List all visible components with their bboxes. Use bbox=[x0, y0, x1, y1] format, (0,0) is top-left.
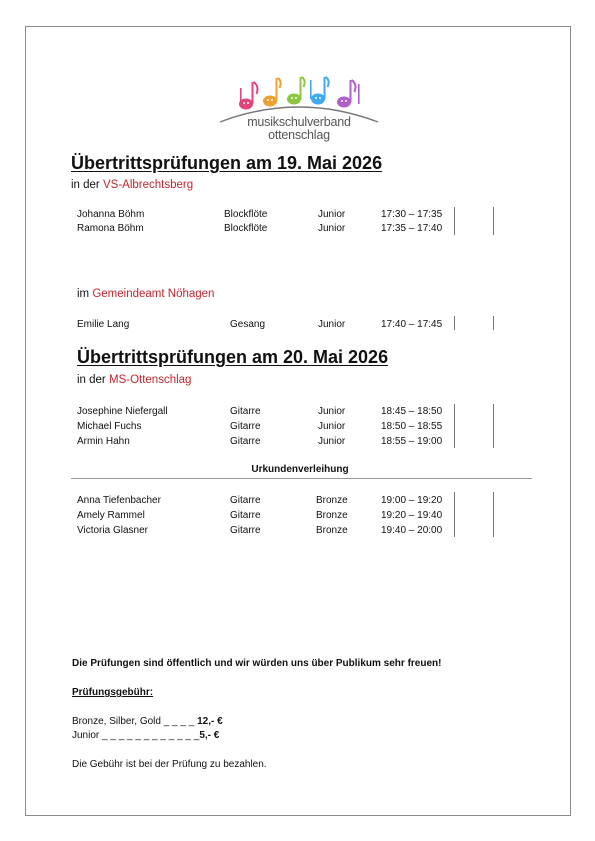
instrument: Gesang bbox=[230, 319, 266, 330]
time-slot: 19:00 – 19:20 bbox=[381, 495, 443, 506]
level: Junior bbox=[318, 421, 346, 432]
level: Junior bbox=[318, 406, 346, 417]
time-slot: 18:55 – 19:00 bbox=[381, 436, 443, 447]
instrument: Gitarre bbox=[230, 510, 261, 521]
time-slot: 17:30 – 17:35 bbox=[381, 209, 443, 220]
fee-junior-label: Junior _ _ _ _ _ _ _ _ _ _ _ _ bbox=[72, 730, 200, 741]
level: Bronze bbox=[316, 495, 348, 506]
student-name: Josephine Niefergall bbox=[77, 406, 168, 417]
column-divider bbox=[493, 316, 494, 330]
instrument: Blockflöte bbox=[224, 209, 268, 220]
time-slot: 17:35 – 17:40 bbox=[381, 223, 443, 234]
student-name: Johanna Böhm bbox=[77, 209, 145, 220]
level: Junior bbox=[318, 436, 346, 447]
certificate-ceremony-label: Urkundenverleihung bbox=[251, 464, 349, 475]
column-divider bbox=[493, 207, 494, 235]
venue-1 bbox=[71, 179, 193, 191]
section-title-2: Übertrittsprüfungen am 20. Mai 2026 bbox=[77, 347, 389, 367]
fee-bronze-amount: 12,- € bbox=[197, 716, 223, 727]
column-divider bbox=[493, 404, 494, 448]
student-name: Emilie Lang bbox=[77, 319, 130, 330]
instrument: Gitarre bbox=[230, 436, 261, 447]
column-divider bbox=[454, 316, 455, 330]
venue-2 bbox=[77, 288, 214, 300]
time-slot: 19:20 – 19:40 bbox=[381, 510, 443, 521]
venue-3-prefix: in der bbox=[77, 374, 106, 386]
student-name: Victoria Glasner bbox=[77, 525, 148, 536]
level: Bronze bbox=[316, 510, 348, 521]
instrument: Blockflöte bbox=[224, 223, 268, 234]
instrument: Gitarre bbox=[230, 406, 261, 417]
column-divider bbox=[454, 492, 455, 537]
time-slot: 18:45 – 18:50 bbox=[381, 406, 443, 417]
column-divider bbox=[454, 404, 455, 448]
student-name: Anna Tiefenbacher bbox=[77, 495, 161, 506]
venue-2-prefix: im bbox=[77, 288, 90, 300]
venue-1-prefix: in der bbox=[71, 179, 100, 191]
fee-bronze-line bbox=[72, 716, 223, 727]
level: Junior bbox=[318, 209, 346, 220]
student-name: Ramona Böhm bbox=[77, 223, 144, 234]
venue-2-name: Gemeindeamt Nöhagen bbox=[92, 288, 215, 300]
logo-line-2: ottenschlag bbox=[268, 128, 330, 142]
payment-note: Die Gebühr ist bei der Prüfung zu bezahlen. bbox=[72, 759, 267, 770]
column-divider bbox=[493, 492, 494, 537]
student-name: Michael Fuchs bbox=[77, 421, 142, 432]
column-divider bbox=[454, 207, 455, 235]
venue-1-name: VS-Albrechtsberg bbox=[102, 179, 194, 191]
venue-3 bbox=[77, 374, 191, 386]
student-name: Armin Hahn bbox=[77, 436, 130, 447]
time-slot: 19:40 – 20:00 bbox=[381, 525, 443, 536]
level: Junior bbox=[318, 223, 346, 234]
school-logo bbox=[218, 74, 380, 154]
level: Junior bbox=[318, 319, 346, 330]
fee-junior-amount: 5,- € bbox=[199, 730, 220, 741]
horizontal-divider bbox=[71, 478, 532, 479]
fee-bronze-label: Bronze, Silber, Gold _ _ _ _ bbox=[72, 716, 198, 727]
logo-line-1: musikschulverband bbox=[247, 115, 351, 129]
fee-junior-line bbox=[72, 730, 219, 741]
instrument: Gitarre bbox=[230, 421, 261, 432]
instrument: Gitarre bbox=[230, 525, 261, 536]
venue-3-name: MS-Ottenschlag bbox=[108, 374, 192, 386]
instrument: Gitarre bbox=[230, 495, 261, 506]
fee-heading: Prüfungsgebühr: bbox=[72, 687, 154, 698]
time-slot: 18:50 – 18:55 bbox=[381, 421, 443, 432]
public-notice: Die Prüfungen sind öffentlich und wir würden uns über Publikum sehr freuen! bbox=[72, 658, 442, 669]
student-name: Amely Rammel bbox=[77, 510, 145, 521]
section-title-1: Übertrittsprüfungen am 19. Mai 2026 bbox=[71, 153, 383, 173]
level: Bronze bbox=[316, 525, 348, 536]
time-slot: 17:40 – 17:45 bbox=[381, 319, 443, 330]
